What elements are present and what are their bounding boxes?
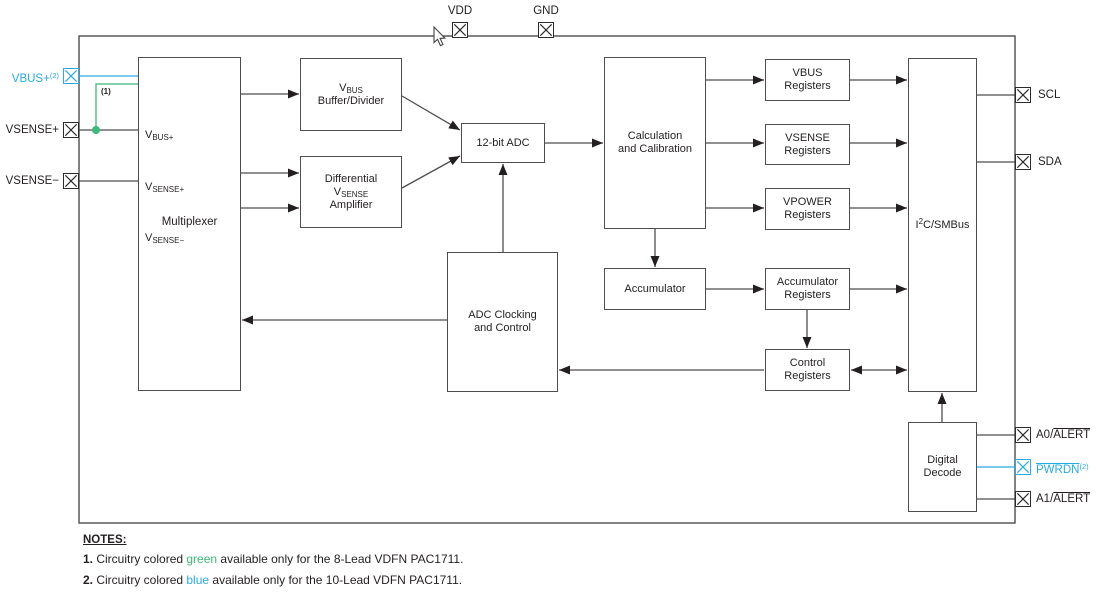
vsense-plus-pin-icon xyxy=(63,122,79,138)
vsense-registers-block xyxy=(765,124,850,165)
vbus-registers-block xyxy=(765,59,850,101)
mouse-cursor xyxy=(434,27,445,46)
i2c-smbus-block xyxy=(908,58,977,392)
vbus-buffer-line2: Buffer/Divider xyxy=(317,94,385,107)
vbus-reg-line2: Registers xyxy=(784,80,831,92)
vpower-reg-line2: Registers xyxy=(784,209,831,221)
multiplexer-label: Multiplexer xyxy=(161,216,218,228)
vsense-reg-line1: VSENSE xyxy=(785,131,830,144)
vbus-buffer-line1: $V_{BUS}$ xyxy=(339,81,363,95)
gnd-pin-icon xyxy=(538,22,554,38)
vsense-reg-line2: Registers xyxy=(784,144,831,157)
note-2: 2. Circuitry colored blue available only for the 10-Lead VDFN PAC1711. xyxy=(83,573,463,587)
vbus-reg-line1: VBUS xyxy=(792,67,823,79)
multiplexer-block xyxy=(138,57,241,391)
vbus-plus-pin-icon xyxy=(63,68,79,84)
differential-vsense-amplifier-block xyxy=(300,156,402,228)
note-2-colored-word: blue xyxy=(186,573,210,587)
diff-amp-line3: Amplifier xyxy=(329,198,373,211)
notes-section xyxy=(83,534,463,594)
scl-pin-label: SCL xyxy=(1038,89,1061,101)
sda-pin-icon xyxy=(1015,154,1031,170)
pwrdn-pin-label: PWRDN$^{(2)}$ xyxy=(1036,462,1089,476)
adc-clocking-line2: and Control xyxy=(474,322,531,334)
note-1-colored-word: green xyxy=(186,552,218,566)
vsense-minus-pin-label: VSENSE− xyxy=(5,175,59,187)
accum-reg-line1: Accumulator xyxy=(776,276,839,288)
scl-pin-icon xyxy=(1015,87,1031,103)
calc-line2: and Calibration xyxy=(618,143,692,155)
adc-clocking-line1: ADC Clocking xyxy=(468,309,537,321)
accumulator-label: Accumulator xyxy=(624,282,686,295)
mux-input-vbus: $V_{BUS+}$ xyxy=(145,129,174,142)
notes-heading: NOTES: xyxy=(83,534,127,546)
vsense-minus-pin-icon xyxy=(63,173,79,189)
vbus-buffer-divider-block xyxy=(300,58,402,131)
accumulator-registers-block xyxy=(765,268,850,310)
mux-input-vsense-plus: $V_{SENSE+}$ xyxy=(145,181,185,194)
a1-alert-pin-icon xyxy=(1015,491,1031,507)
adc-label: 12-bit ADC xyxy=(476,136,530,149)
accum-reg-line2: Registers xyxy=(784,289,831,301)
note-ref-1: (1) xyxy=(101,87,111,96)
mux-input-vsense-minus: $V_{SENSE-}$ xyxy=(145,232,185,245)
note-1: 1. Circuitry colored green available only for the 8-Lead VDFN PAC1711. xyxy=(83,552,464,566)
pwrdn-pin-icon xyxy=(1015,459,1031,475)
a0-alert-pin-icon xyxy=(1015,427,1031,443)
diff-amp-line1: Differential xyxy=(324,172,378,185)
adc-block xyxy=(461,123,545,163)
gnd-pin-label: GND xyxy=(533,5,559,17)
vdd-pin-label: VDD xyxy=(447,5,473,17)
vbus-plus-pin-label: VBUS+$^{(2)}$ xyxy=(11,71,59,85)
calc-line1: Calculation xyxy=(627,130,683,142)
vpower-reg-line1: VPOWER xyxy=(783,196,832,208)
control-reg-line1: Control xyxy=(789,357,826,369)
digital-decode-line1: Digital xyxy=(927,454,958,466)
calculation-calibration-block xyxy=(604,57,706,229)
vsense-plus-pin-label: VSENSE+ xyxy=(5,124,59,136)
green-junction-dot xyxy=(92,126,100,134)
digital-decode-block xyxy=(908,422,977,512)
digital-decode-line2: Decode xyxy=(923,467,962,479)
vpower-registers-block xyxy=(765,188,850,230)
control-registers-block xyxy=(765,349,850,391)
accumulator-block xyxy=(604,268,706,310)
control-reg-line2: Registers xyxy=(784,370,831,382)
vdd-pin-icon xyxy=(452,22,468,38)
sda-pin-label: SDA xyxy=(1038,156,1062,168)
diff-amp-line2: $V_{SENSE}$ xyxy=(333,185,369,199)
adc-clocking-control-block xyxy=(447,252,558,392)
a0-alert-pin-label: A0/ALERT xyxy=(1036,429,1091,441)
a1-alert-pin-label: A1/ALERT xyxy=(1036,493,1091,505)
i2c-label: $I^2C$/SMBus xyxy=(915,216,970,231)
